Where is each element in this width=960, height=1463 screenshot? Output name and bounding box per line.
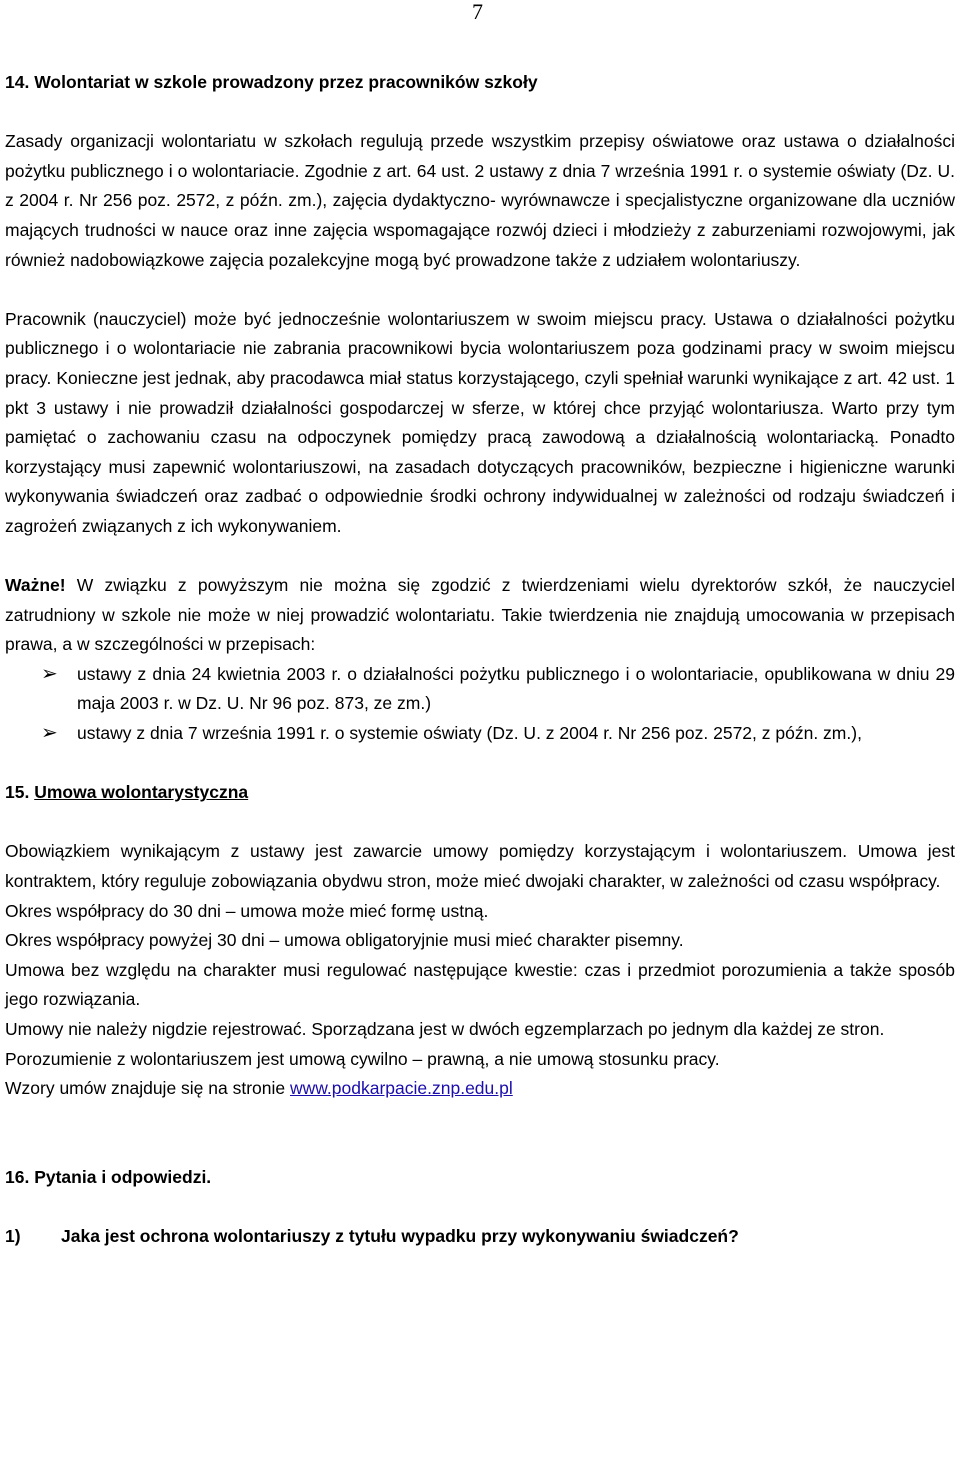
list-item: [5, 719, 955, 749]
important-label: Ważne!: [5, 575, 66, 596]
document-body: [5, 68, 955, 1252]
legal-acts-list: [5, 660, 955, 749]
section-15-title: Umowa wolontarystyczna: [34, 782, 249, 803]
section-15-line-3: Porozumienie z wolontariuszem jest umową cywilno – prawną, a nie umową stosunku pracy.: [5, 1048, 720, 1069]
section-15-paragraph-1: Obowiązkiem wynikającym z ustawy jest zawarcie umowy pomiędzy korzystającym i wolontariuszem. Umowa jest kontraktem, który reguluje zobowiązania obydwu stron, może mieć dwojaki charakter, w zależności od czasu współpracy.: [5, 841, 955, 892]
section-16-title: Pytania i odpowiedzi.: [34, 1166, 212, 1187]
arrow-bullet-icon: ➢: [41, 722, 58, 745]
question-1-number: 1): [5, 1226, 21, 1247]
section-15-paragraph-2: Umowa bez względu na charakter musi regulować następujące kwestie: czas i przedmiot porozumienia a także sposób jego rozwiązania.: [5, 959, 955, 1010]
section-15-line-1: Okres współpracy do 30 dni – umowa może mieć formę ustną.: [5, 900, 489, 921]
section-14-heading: 14. Wolontariat w szkole prowadzony przez pracowników szkoły: [5, 72, 538, 92]
list-item: [5, 660, 955, 719]
list-item-text: ustawy z dnia 24 kwietnia 2003 r. o działalności pożytku publicznego i o wolontariacie, opublikowana w dniu 29 maja 2003 r. w Dz. U. Nr 96 poz. 873, ze zm.): [77, 663, 955, 714]
section-16-heading: [5, 1163, 955, 1193]
section-15-line-2: Okres współpracy powyżej 30 dni – umowa obligatoryjnie musi mieć charakter pisemny.: [5, 930, 684, 951]
section-16-number: 16.: [5, 1166, 30, 1187]
question-1-text: Jaka jest ochrona wolontariuszy z tytułu wypadku przy wykonywaniu świadczeń?: [61, 1226, 739, 1247]
templates-text: Wzory umów znajduje się na stronie: [5, 1078, 290, 1099]
important-text: W związku z powyższym nie można się zgodzić z twierdzeniami wielu dyrektorów szkół, że nauczyciel zatrudniony w szkole nie może w niej prowadzić wolontariatu. Takie twierdzenia nie znajdują umocowania w przepisach prawa, a w szczególności w przepisach:: [5, 575, 955, 655]
page-number: 7: [472, 0, 483, 24]
section-14-paragraph-1: Zasady organizacji wolontariatu w szkołach regulują przede wszystkim przepisy oświatowe oraz ustawa o działalności pożytku publicznego i o wolontariacie. Zgodnie z art. 64 ust. 2 ustawy z dnia 7 września 1991 r. o systemie oświaty (Dz. U. z 2004 r. Nr 256 poz. 2572, z późn. zm.), zajęcia dydaktyczno- wyrównawcze i specjalistyczne organizowane dla uczniów mających trudności w nauce oraz inne zajęcia wspomagające rozwój dzieci i młodzieży z zaburzeniami rozwojowymi, jak również nadobowiązkowe zajęcia pozalekcyjne mogą być prowadzone także z udziałem wolontariuszy.: [5, 131, 955, 270]
question-1: [5, 1222, 955, 1252]
section-15-heading: [5, 778, 955, 808]
list-item-text: ustawy z dnia 7 września 1991 r. o systemie oświaty (Dz. U. z 2004 r. Nr 256 poz. 2572, z późn. zm.),: [77, 723, 862, 744]
section-14-paragraph-2: Pracownik (nauczyciel) może być jednocześnie wolontariuszem w swoim miejscu pracy. Ustawa o działalności pożytku publicznego i o wolontariacie nie zabrania pracownikowi bycia wolontariuszem poza godzinami pracy w swoim miejscu pracy. Konieczne jest jednak, aby pracodawca miał status korzystającego, czyli spełniał warunki wynikające z art. 42 ust. 1 pkt 3 ustawy i nie prowadził działalności gospodarczej w sferze, w której chce przyjąć wolontariusza. Warto przy tym pamiętać o zachowaniu czasu na odpoczynek pomiędzy pracą zawodową a działalnością wolontariacką. Ponadto korzystający musi zapewnić wolontariuszowi, na zasadach dotyczących pracowników, bezpieczne i higieniczne warunki wykonywania świadczeń oraz zadbać o odpowiednie środki ochrony indywidualnej w zależności od rodzaju świadczeń i zagrożeń związanych z ich wykonywaniem.: [5, 308, 955, 536]
important-note: [5, 571, 955, 660]
podkarpacie-link[interactable]: www.podkarpacie.znp.edu.pl: [289, 1078, 513, 1099]
arrow-bullet-icon: ➢: [41, 662, 58, 685]
section-15-number: 15.: [5, 782, 30, 803]
section-15-paragraph-3: Umowy nie należy nigdzie rejestrować. Sporządzana jest w dwóch egzemplarzach po jednym dla każdej ze stron.: [5, 1019, 885, 1039]
section-15-line-4: [5, 1074, 955, 1104]
